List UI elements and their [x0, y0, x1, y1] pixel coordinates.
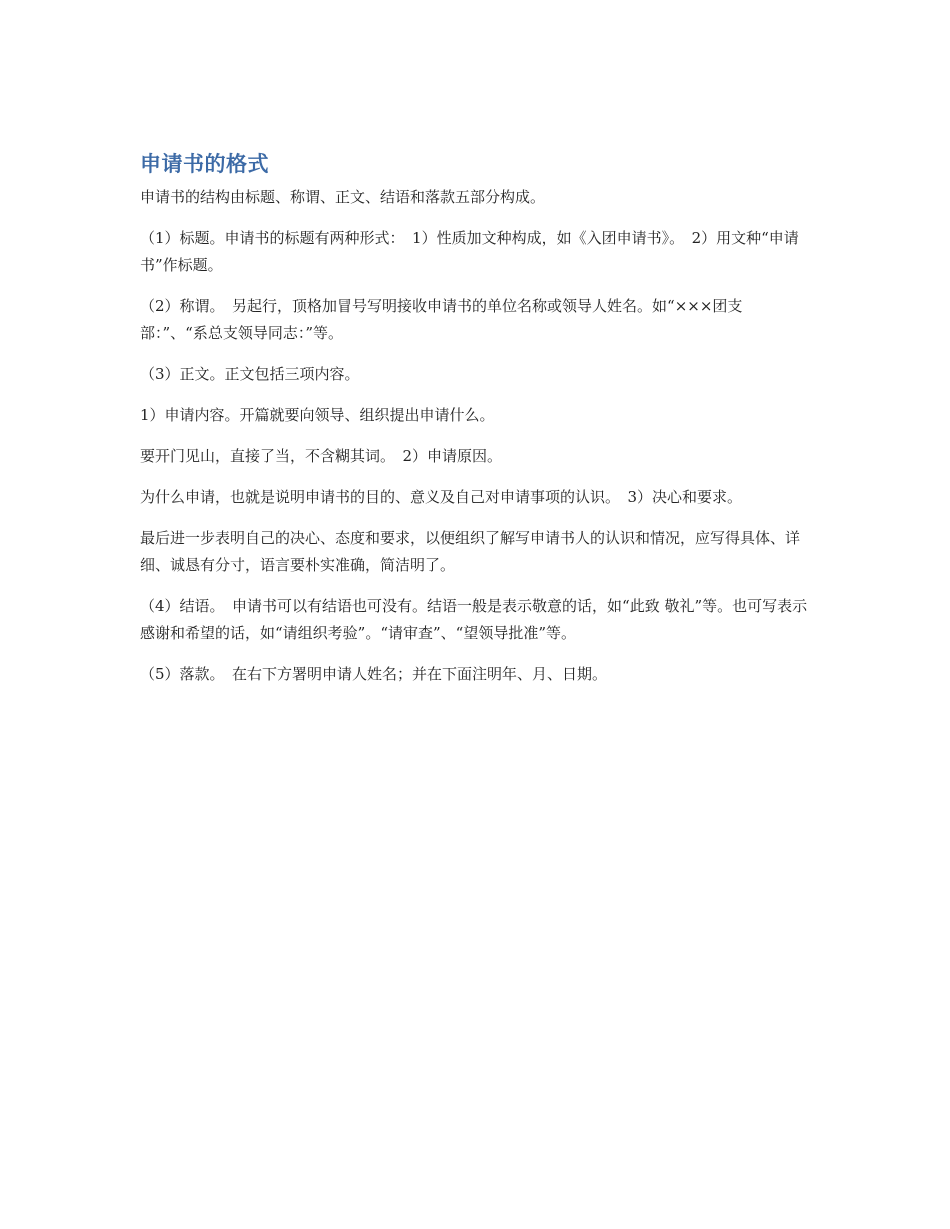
signature-section-paragraph: （5）落款。 在右下方署明申请人姓名；并在下面注明年、月、日期。 — [140, 665, 608, 683]
salutation-section-paragraph: （2）称谓。 另起行，顶格加冒号写明接收申请书的单位名称或领导人姓名。如“×××团支部：”、“系总支领导同志：”等。 — [140, 297, 743, 342]
document-title: 申请书的格式 — [140, 152, 269, 176]
reason-detail-paragraph: 为什么申请，也就是说明申请书的目的、意义及自己对申请事项的认识。 3）决心和要求。 — [140, 488, 743, 506]
resolve-detail-paragraph: 最后进一步表明自己的决心、态度和要求，以便组织了解写申请书人的认识和情况，应写得具体、详细、诚恳有分寸，语言要朴实准确，简洁明了。 — [140, 529, 801, 574]
body-section-paragraph: （3）正文。正文包括三项内容。 — [140, 365, 360, 383]
document-content — [140, 150, 810, 702]
application-reason-paragraph: 要开门见山，直接了当，不含糊其词。 2）申请原因。 — [140, 447, 503, 465]
application-content-paragraph: 1）申请内容。开篇就要向领导、组织提出申请什么。 — [140, 406, 495, 424]
closing-section-paragraph: （4）结语。 申请书可以有结语也可没有。结语一般是表示敬意的话，如“此致 敬礼”等。也可写表示感谢和希望的话，如“请组织考验”。“请审查”、“望领导批准”等。 — [140, 597, 808, 642]
title-section-paragraph: （1）标题。申请书的标题有两种形式： 1）性质加文种构成，如《入团申请书》。 2）用文种“申请书”作标题。 — [140, 229, 799, 274]
intro-paragraph: 申请书的结构由标题、称谓、正文、结语和落款五部分构成。 — [140, 188, 546, 206]
